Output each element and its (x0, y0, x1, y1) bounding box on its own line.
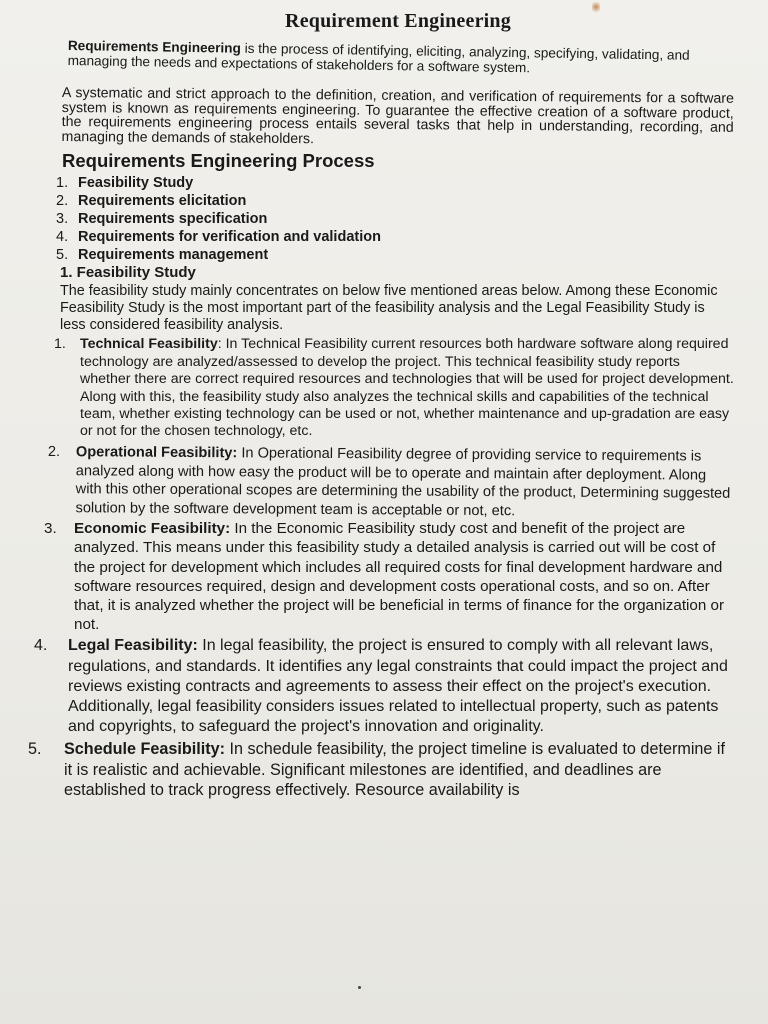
list-body: In Operational Feasibility degree of providing service to requirements is analyzed along with how easy the product will be to operate and maintain after deployment. Along with this other operational scopes are determining the usability of the product, Determining suggested solution by the software development team is acceptable or not, etc. (75, 445, 731, 519)
list-text (74, 519, 734, 634)
list-text (80, 336, 734, 440)
list-number: 3. (56, 211, 69, 228)
list-item (56, 228, 734, 246)
list-body: In schedule feasibility, the project timeline is evaluated to determine if it is realistic and achievable. Significant milestones are identified, and deadlines are established to track progress effectively. Resource availability is (64, 740, 726, 800)
list-item (47, 443, 734, 522)
list-label: Technical Feasibility (80, 336, 218, 353)
feasibility-heading: 1. Feasibility Study (60, 264, 196, 282)
list-item (56, 174, 734, 192)
list-body: In legal feasibility, the project is ensured to comply with all relevant laws, regulations, and standards. It identifies any legal constraints that could impact the project and reviews existing contracts and agreements to assess their effect on the project's execution. Additionally, legal feasibility considers issues related to intellectual property, such as patents and copyrights, to safeguard the project's innovation and originality. (68, 637, 728, 736)
list-item (44, 519, 734, 634)
list-body: : In Technical Feasibility current resources both hardware software along required technology are analyzed/assessed to develop the project. This technical feasibility study reports whether there are correct required resources and technologies that will be used for project development. Along with this, the feasibility study also analyzes the technical skills and capabilities of the technical team, whether existing technology can be used or not, whether maintenance and up-gradation are easy or not for the chosen technology, etc. (80, 336, 734, 440)
list-label: Economic Feasibility: (74, 520, 231, 538)
list-number: 2. (47, 443, 61, 460)
list-item (56, 246, 734, 264)
list-item (56, 192, 734, 210)
process-list (56, 174, 734, 264)
list-label: Requirements management (78, 247, 269, 264)
list-number: 1. (56, 175, 69, 192)
list-body: In the Economic Feasibility study cost and benefit of the project are analyzed. This means under this feasibility study a detailed analysis is carried out will be cost of the project for development which includes all required costs for final development hardware and software resources required, design and development costs operational costs, and so on. After that, it is analyzed whether the project will be beneficial in terms of finance for the organization or not. (74, 520, 725, 634)
list-label: Operational Feasibility: (75, 444, 238, 462)
list-item (28, 739, 734, 801)
list-text (75, 443, 734, 522)
list-label: Schedule Feasibility: (64, 740, 226, 759)
list-label: Legal Feasibility: (68, 637, 198, 655)
intro-text: is the process of identifying, eliciting, analyzing, specifying, validating, and managing the needs and expectations of stakeholders for a software system. (67, 40, 690, 75)
list-number: 4. (34, 637, 48, 655)
intro-term: Requirements Engineering (67, 38, 241, 56)
list-text (64, 739, 734, 801)
paper-stain (592, 0, 600, 14)
definition-paragraph: A systematic and strict approach to the definition, creation, and verification of requirements for a software system is known as requirements engineering. To guarantee the effective creation of a software product, the requirements engineering process entails several tasks that help in understanding, recording, and managing the demands of stakeholders. (61, 85, 734, 147)
list-number: 5. (28, 740, 42, 759)
intro-paragraph (68, 39, 734, 78)
list-number: 5. (56, 247, 69, 264)
list-label: Requirements specification (78, 211, 268, 228)
list-text (68, 636, 734, 737)
list-label: Feasibility Study (78, 175, 194, 192)
list-number: 4. (56, 229, 69, 246)
list-number: 3. (44, 520, 57, 538)
list-label: Requirements for verification and validation (78, 229, 381, 246)
list-number: 2. (56, 193, 69, 210)
list-item (34, 636, 734, 737)
page-title: Requirement Engineering (285, 10, 511, 32)
paper-speck (358, 986, 361, 989)
list-item (56, 210, 734, 228)
list-item (54, 336, 734, 440)
process-heading: Requirements Engineering Process (62, 150, 375, 172)
feasibility-intro: The feasibility study mainly concentrates on below five mentioned areas below. Among these Economic Feasibility Study is the most important part of the feasibility analysis and the Legal Feasibility Study is less considered feasibility analysis. (60, 283, 718, 334)
list-number: 1. (54, 336, 66, 353)
feasibility-list (28, 336, 734, 801)
list-label: Requirements elicitation (78, 193, 247, 210)
